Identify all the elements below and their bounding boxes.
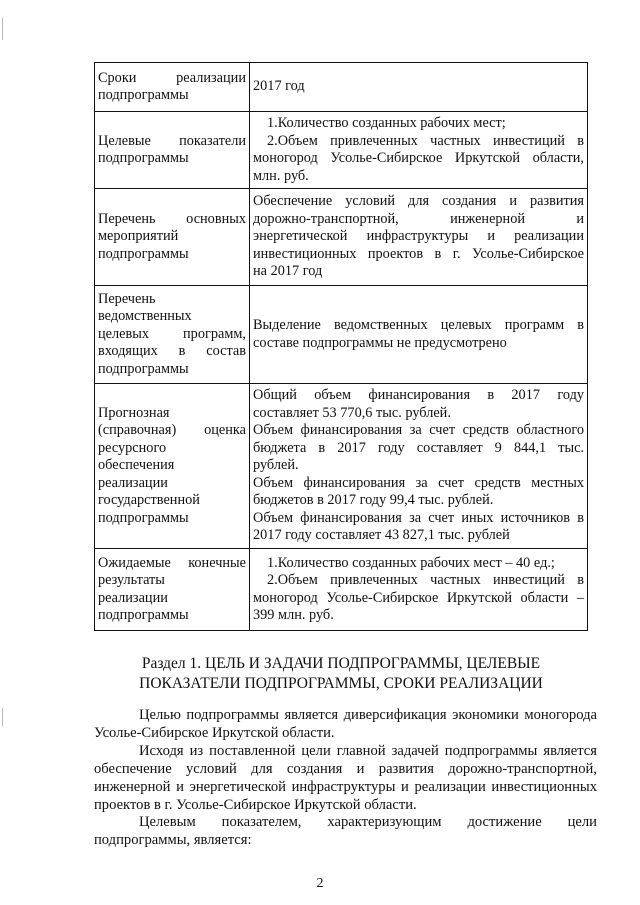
label-line: подпрограммы [98, 150, 189, 166]
value-line: млн. руб. [253, 167, 309, 184]
label-line: Сроки реализации [98, 69, 246, 86]
label-line: обеспечения [98, 457, 175, 474]
label-line: реализации [98, 474, 168, 491]
label-line: государственной [98, 492, 200, 509]
value-line: инвестиционных проектов в г. Усолье-Сибирское [253, 245, 584, 262]
row-label-cell [95, 63, 250, 112]
value-line: составляет 53 770,6 тыс. рублей. [253, 404, 451, 421]
value-line: бюджетов в 2017 году 99,4 тыс. рублей. [253, 492, 494, 509]
table-row [95, 189, 588, 286]
table-row [95, 286, 588, 384]
row-label-cell [95, 286, 250, 384]
subprogram-passport-table [94, 62, 588, 631]
scan-edge-mark [2, 708, 3, 726]
label-line: Перечень [98, 290, 156, 307]
value-line: Объем финансирования за счет средств областного [253, 422, 584, 439]
label-line: ресурсного [98, 439, 167, 456]
value-line: 1.Количество созданных рабочих мест – 40 ед.; [267, 554, 555, 571]
value-line: составе подпрограммы не предусмотрено [253, 334, 507, 351]
section-body [94, 707, 597, 850]
row-label-cell [95, 189, 250, 286]
row-value-cell [250, 63, 588, 112]
value-line: Объем финансирования за счет средств местных [253, 474, 584, 491]
row-label-cell [95, 549, 250, 631]
value-line: моногород Усолье-Сибирское Иркутской области – [253, 589, 584, 606]
value-line: Общий объем финансирования в 2017 году [253, 387, 584, 404]
label-line: подпрограммы [98, 607, 189, 623]
value-line: 2.Объем привлеченных частных инвестиций в [267, 572, 584, 588]
row-value-cell [250, 112, 588, 189]
page-number: 2 [316, 876, 324, 891]
paragraph: Целью подпрограммы является диверсификация экономики моногорода Усолье-Сибирское Иркутской области. [94, 707, 597, 741]
row-label-cell [95, 112, 250, 189]
scan-edge-mark [2, 18, 3, 40]
label-line: подпрограммы [98, 360, 189, 377]
label-line: подпрограммы [98, 87, 189, 103]
row-value-cell [250, 189, 588, 286]
label-line: реализации [98, 589, 168, 606]
value-line: рублей. [253, 457, 299, 474]
row-value-cell [250, 549, 588, 631]
paragraph: Целевым показателем, характеризующим достижение цели подпрограммы, является: [94, 814, 597, 849]
value-line: моногород Усолье-Сибирское Иркутской области, [253, 150, 584, 166]
table-row [95, 384, 588, 549]
value-line: 2.Объем привлеченных частных инвестиций в [267, 132, 584, 149]
value-line: дорожно-транспортной, инженерной и [253, 210, 584, 227]
value-line: 2017 год [253, 78, 305, 95]
label-line: Перечень основных [98, 210, 246, 227]
value-line: на 2017 год [253, 263, 323, 280]
row-label-cell [95, 384, 250, 549]
label-line: результаты [98, 572, 165, 588]
label-line: Ожидаемые конечные [98, 554, 246, 571]
label-line: (справочная) оценка [98, 422, 246, 439]
value-line: бюджета в 2017 году составляет 9 844,1 тыс. [253, 439, 584, 456]
table-row [95, 549, 588, 631]
row-value-cell [250, 286, 588, 384]
label-line: подпрограммы [98, 509, 189, 526]
value-line: Выделение ведомственных целевых программ в [253, 317, 584, 333]
label-line: подпрограммы [98, 245, 189, 262]
row-value-cell [250, 384, 588, 549]
label-line: целевых программ, [98, 325, 246, 342]
table-row [95, 63, 588, 112]
value-line: 2017 году составляет 43 827,1 тыс. рублей [253, 527, 510, 544]
section-heading [94, 654, 588, 694]
value-line: Объем финансирования за счет иных источников в [253, 509, 584, 526]
table-row [95, 112, 588, 189]
section-heading-line: Раздел 1. ЦЕЛЬ И ЗАДАЧИ ПОДПРОГРАММЫ, ЦЕЛЕВЫЕ [141, 655, 541, 672]
value-line: энергетической инфраструктуры и реализации [253, 228, 584, 245]
value-line: Обеспечение условий для создания и развития [253, 193, 584, 210]
label-line: Целевые показатели [98, 132, 246, 149]
label-line: Прогнозная [98, 404, 170, 421]
label-line: входящих в состав [98, 343, 246, 360]
value-line: 1.Количество созданных рабочих мест; [267, 115, 506, 131]
paragraph: Исходя из поставленной цели главной задачей подпрограммы является обеспечение условий для создания и развития дорожно-транспортной, инженерной и энергетической инфраструктуры и реализации инвестиционных проектов в г. Усолье-Сибирское Иркутской области. [94, 742, 597, 813]
value-line: 399 млн. руб. [253, 607, 334, 623]
label-line: ведомственных [98, 308, 192, 325]
section-heading-line: ПОКАЗАТЕЛИ ПОДПРОГРАММЫ, СРОКИ РЕАЛИЗАЦИИ [139, 675, 543, 692]
label-line: мероприятий [98, 228, 179, 245]
